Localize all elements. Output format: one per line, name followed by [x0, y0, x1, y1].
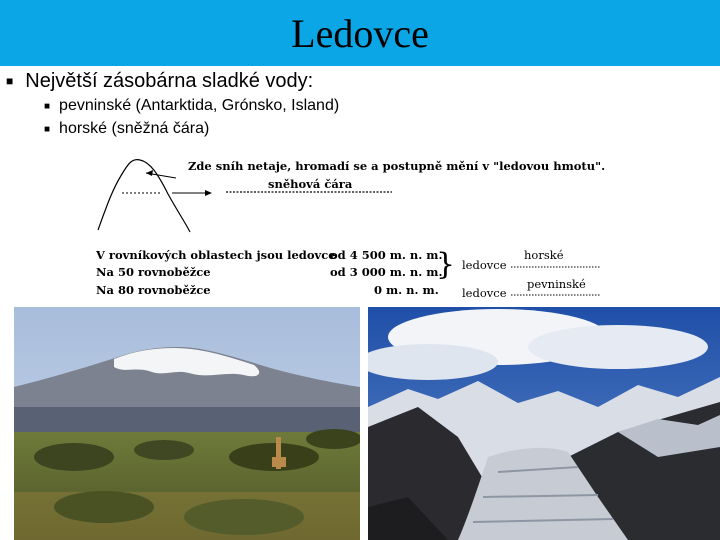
valley-glacier-image [368, 307, 720, 540]
snow-line-diagram [0, 150, 720, 300]
altitude-label: od 3 000 m. n. m. [330, 265, 443, 279]
glacier-type-name: horské [524, 248, 564, 262]
kilimanjaro-photo [14, 307, 360, 540]
altitude-label: od 4 500 m. n. m. [330, 248, 443, 262]
main-bullet-text: Největší zásobárna sladké vody: [25, 70, 314, 92]
glacier-type-name: pevninské [527, 277, 586, 291]
sub-bullet [44, 119, 209, 141]
mountain-savanna-image [14, 307, 360, 540]
main-bullet [6, 68, 313, 96]
bullet-marker-icon: ■ [44, 101, 51, 112]
sub-bullet [44, 96, 339, 118]
latitude-row-label: Na 50 rovnoběžce [96, 265, 211, 279]
latitude-row-label: V rovníkových oblastech jsou ledovce [96, 248, 336, 262]
bullet-marker-icon: ■ [44, 124, 51, 135]
sub-bullet-text: pevninské (Antarktida, Grónsko, Island) [59, 97, 340, 114]
latitude-row-label: Na 80 rovnoběžce [96, 283, 211, 297]
glacier-type-word: ledovce [462, 286, 507, 300]
altitude-label: 0 m. n. m. [374, 283, 439, 297]
diagram-note: Zde sníh netaje, hromadí se a postupně mění v "ledovou hmotu". [188, 159, 606, 173]
slide-title: Ledovce [291, 11, 429, 56]
glacier-type-word: ledovce [462, 258, 507, 272]
brace: } [436, 247, 456, 282]
snow-line-label: sněhová čára [268, 177, 353, 191]
sub-bullet-text: horské (sněžná čára) [59, 120, 210, 137]
bullet-marker-icon: ■ [6, 74, 14, 88]
valley-glacier-photo [368, 307, 720, 540]
